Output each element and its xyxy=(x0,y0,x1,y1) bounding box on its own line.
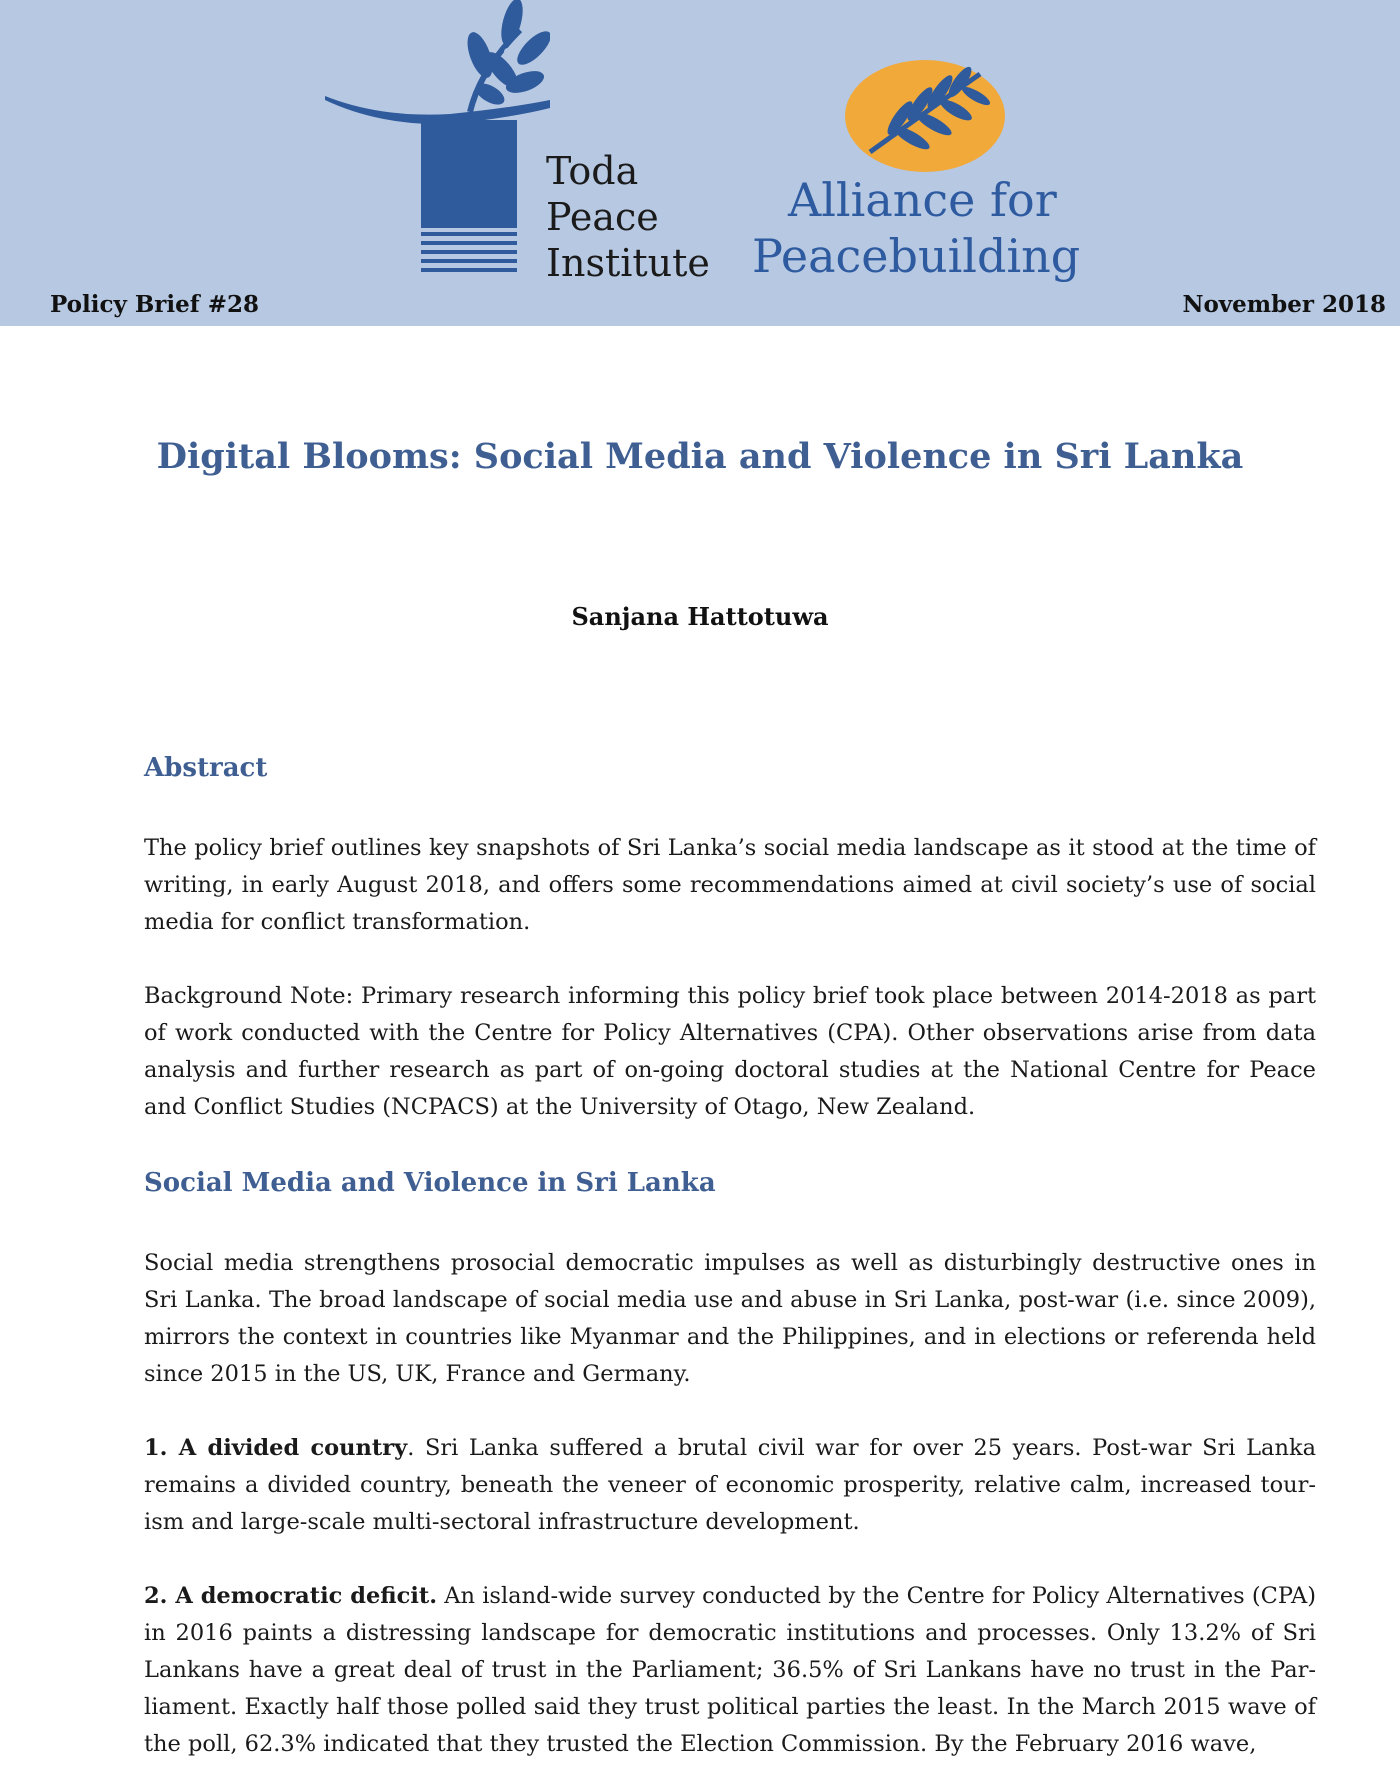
point-2-lead: 2. A democratic deficit. xyxy=(144,1583,438,1609)
point-1-text: . Sri Lanka suffered a brutal civil war for over 25 years. Post-war Sri Lanka remains a divided country, beneath the veneer of economic prosperity, relative calm, increased tour-ism and large-scale multi-sectoral infrastructure development. xyxy=(144,1435,1316,1535)
document-body xyxy=(144,748,1316,1763)
alliance-line-2: Peacebuilding xyxy=(752,229,1081,283)
point-1-paragraph xyxy=(144,1430,1316,1541)
publication-date: November 2018 xyxy=(1182,291,1386,318)
section-heading: Social Media and Violence in Sri Lanka xyxy=(144,1168,716,1198)
globe-olive-icon xyxy=(840,56,1010,176)
header-band xyxy=(0,0,1400,326)
background-note-paragraph: Background Note: Primary research informing this policy brief took place between 2014-2018 as part of work conducted with the Centre for Policy Alternatives (CPA). Other observations arise from data analysis and further research as part of on-going doctoral studies at the National Centre for Peace and Conflict Studies (NCPACS) at the University of Otago, New Zealand. xyxy=(144,983,1316,1120)
policy-brief-number: Policy Brief #28 xyxy=(50,291,259,318)
document-title: Digital Blooms: Social Media and Violence in Sri Lanka xyxy=(156,436,1244,477)
alliance-line-1: Alliance for xyxy=(788,173,1057,227)
point-1-lead: 1. A divided country xyxy=(144,1435,408,1461)
toda-line-2: Peace xyxy=(546,195,659,239)
author-name: Sanjana Hattotuwa xyxy=(571,602,829,631)
point-2-text: An island-wide survey conducted by the Centre for Policy Alternatives (CPA) in 2016 paints a distressing landscape for democratic institutions and processes. Only 13.2% of Sri Lankans have a great deal of trust in the Parliament; 36.5% of Sri Lankans have no trust in the Par-liament. Exactly half those polled said they trust political parties the least. In the March 2015 wave of the poll, 62.3% indicated that they trusted the Election Commission. By the February 2016 wave, xyxy=(144,1583,1316,1757)
point-2-paragraph xyxy=(144,1578,1316,1763)
olive-branch-icon xyxy=(320,0,550,285)
toda-logo-text xyxy=(546,148,710,286)
intro-paragraph: Social media strengthens prosocial democratic impulses as well as disturbingly destructive ones in Sri Lanka. The broad landscape of social media use and abuse in Sri Lanka, post-war (i.e. since 2009), mirrors the context in countries like Myanmar and the Philippines, and in elections or referenda held since 2015 in the US, UK, France and Germany. xyxy=(144,1250,1316,1387)
toda-line-1: Toda xyxy=(546,149,639,193)
abstract-paragraph: The policy brief outlines key snapshots of Sri Lanka’s social media landscape as it stood at the time of writing, in early August 2018, and offers some recommendations aimed at civil society’s use of social media for conflict transformation. xyxy=(144,835,1316,935)
toda-line-3: Institute xyxy=(546,241,710,285)
abstract-heading: Abstract xyxy=(144,753,268,783)
alliance-logo-text xyxy=(752,172,1080,284)
